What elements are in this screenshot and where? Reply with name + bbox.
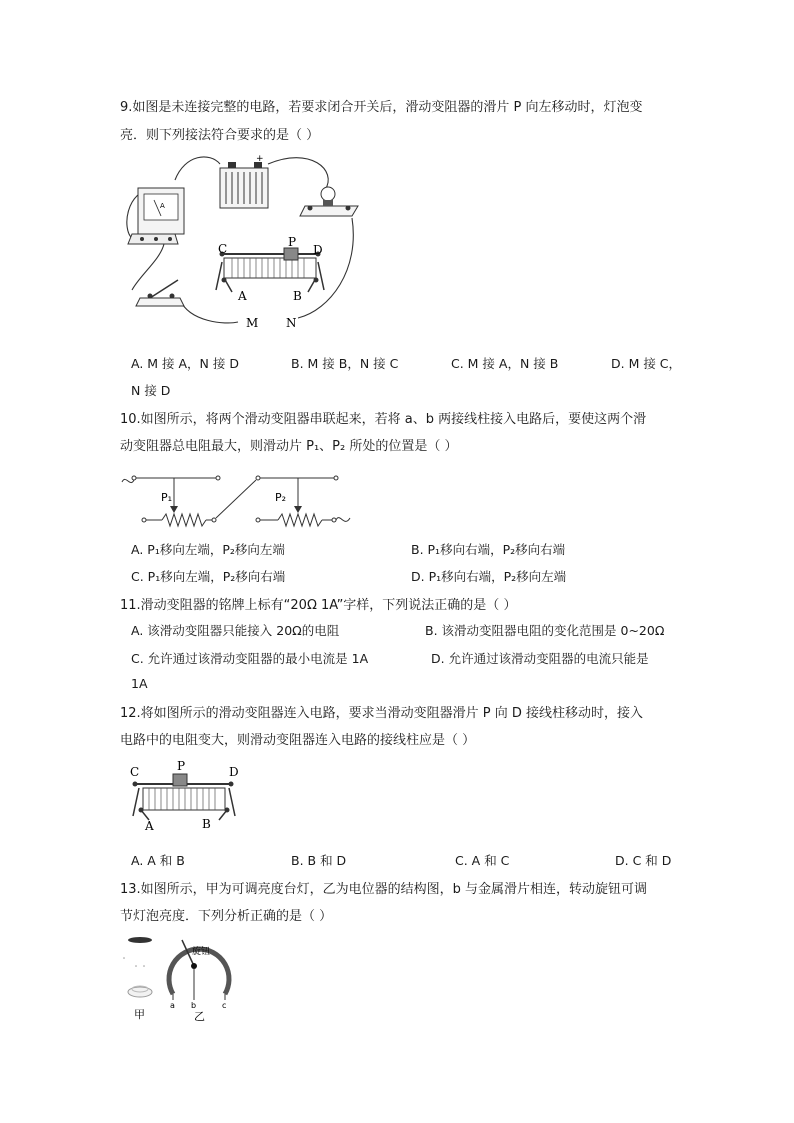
q9-text-line1: 9.如图是未连接完整的电路，若要求闭合开关后，滑动变阻器的滑片 P 向左移动时，灯泡变 xyxy=(120,100,643,115)
q13-potentiometer-figure xyxy=(118,932,238,1024)
q12-label-D: D xyxy=(229,765,239,779)
q13-text-line2: 节灯泡亮度．下列分析正确的是（ ） xyxy=(120,909,333,924)
q12-option-a: A. A 和 B xyxy=(131,853,185,868)
q11-option-d: D. 允许通过该滑动变阻器的电流只能是 xyxy=(431,651,649,666)
q11-option-a: A. 该滑动变阻器只能接入 20Ω的电阻 xyxy=(131,623,340,638)
q11-option-c: C. 允许通过该滑动变阻器的最小电流是 1A xyxy=(131,651,369,666)
q9-circuit-figure xyxy=(120,150,370,340)
q9-text-line2: 亮．则下列接法符合要求的是（ ） xyxy=(120,128,320,143)
q13-label-jia: 甲 xyxy=(134,1008,145,1021)
wire xyxy=(180,300,238,323)
switch xyxy=(136,280,184,306)
q13-label-b: b xyxy=(191,1001,197,1010)
q10-text-line1: 10.如图所示，将两个滑动变阻器串联起来，若将 a、b 两接线柱接入电路后，要使这两个滑 xyxy=(120,412,647,427)
q10-option-d: D. P₁移向右端，P₂移向左端 xyxy=(411,569,567,584)
q9-label-D: D xyxy=(313,243,323,257)
q12-rheostat-figure xyxy=(125,758,245,832)
rheostat xyxy=(216,248,324,292)
q12-option-d: D. C 和 D xyxy=(615,853,672,868)
q12-label-P: P xyxy=(177,759,186,773)
q10-option-c: C. P₁移向左端，P₂移向右端 xyxy=(131,569,286,584)
q13-label-c: c xyxy=(222,1001,227,1010)
q9-label-A: A xyxy=(238,289,247,303)
q11-text-line1: 11.滑动变阻器的铭牌上标有“20Ω 1A”字样，下列说法正确的是（ ） xyxy=(120,598,517,613)
q9-option-a: A. M 接 A，N 接 D xyxy=(131,356,239,371)
q9-option-c: C. M 接 A，N 接 B xyxy=(451,356,559,371)
ammeter-label: A xyxy=(160,202,165,210)
q9-option-d-cont: N 接 D xyxy=(131,383,171,398)
battery xyxy=(220,154,268,208)
q13-label-yi: 乙 xyxy=(194,1010,205,1023)
q12-label-A: A xyxy=(145,819,154,833)
q12-label-C: C xyxy=(130,765,140,779)
q9-label-N: N xyxy=(286,316,297,330)
q13-text-line1: 13.如图所示，甲为可调亮度台灯，乙为电位器的结构图，b 与金属滑片相连，转动旋钮可调 xyxy=(120,882,648,897)
q12-option-c: C. A 和 C xyxy=(455,853,510,868)
bulb xyxy=(300,187,358,216)
q12-text-line1: 12.将如图所示的滑动变阻器连入电路，要求当滑动变阻器滑片 P 向 D 接线柱移动时，接入 xyxy=(120,706,644,721)
wire xyxy=(175,157,220,180)
q12-label-B: B xyxy=(202,817,211,831)
q9-label-B: B xyxy=(293,289,302,303)
q13-label-knob: 旋钮 xyxy=(192,947,211,957)
q12-option-b: B. B 和 D xyxy=(291,853,347,868)
q12-text-line2: 电路中的电阻变大，则滑动变阻器连入电路的接线柱应是（ ） xyxy=(120,733,476,748)
q11-option-b: B. 该滑动变阻器电阻的变化范围是 0~20Ω xyxy=(425,623,665,638)
q11-option-d-cont: 1A xyxy=(131,676,148,691)
q9-label-P: P xyxy=(288,235,297,249)
q9-label-M: M xyxy=(246,316,259,330)
q10-label-p2: P₂ xyxy=(275,491,287,504)
q10-label-p1: P₁ xyxy=(161,491,173,504)
battery-plus-label: + xyxy=(256,154,264,164)
q10-circuit-figure xyxy=(118,466,358,530)
desk-lamp xyxy=(123,937,152,997)
q10-text-line2: 动变阻器总电阻最大，则滑动片 P₁、P₂ 所处的位置是（ ） xyxy=(120,439,458,454)
q13-label-a: a xyxy=(170,1001,175,1010)
q10-option-b: B. P₁移向右端，P₂移向右端 xyxy=(411,542,566,557)
q9-label-C: C xyxy=(218,242,228,256)
q9-option-b: B. M 接 B，N 接 C xyxy=(291,356,399,371)
q10-option-a: A. P₁移向左端，P₂移向左端 xyxy=(131,542,285,557)
wire xyxy=(268,158,328,190)
q9-option-d: D. M 接 C， xyxy=(611,356,682,371)
wire xyxy=(132,244,164,290)
